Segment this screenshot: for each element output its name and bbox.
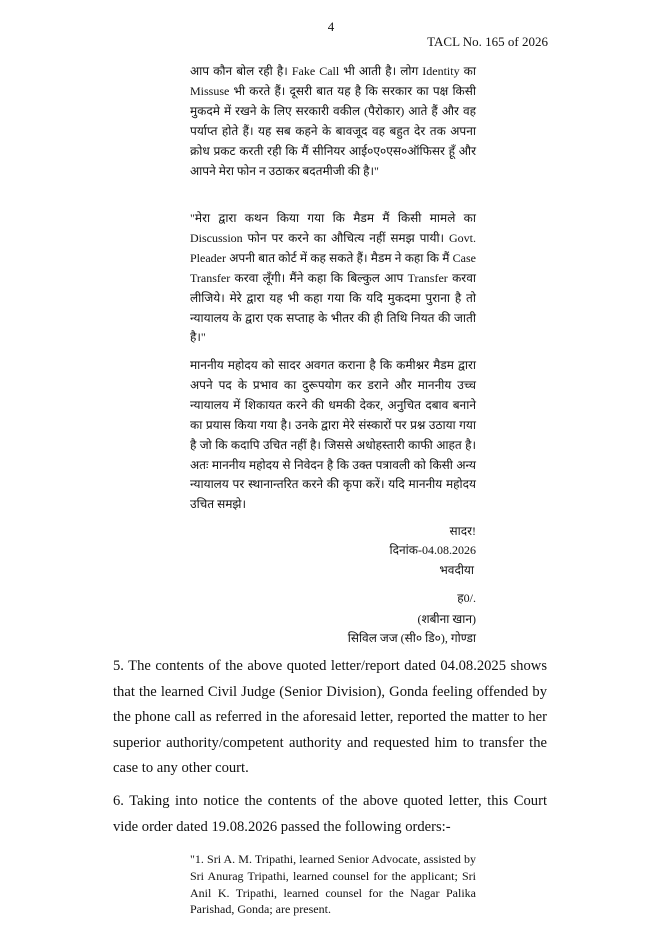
letter-paragraph-2 [190, 209, 476, 348]
page-number: 4 [327, 19, 335, 34]
letter-closing-salutation: सादर! [449, 524, 476, 538]
letter-text: माननीय महोदय को सादर अवगत कराना है कि कमीश्नर मैडम द्वारा अपने पद के प्रभाव का दुरूपयोग कर डराने और माननीय उच्च न्यायालय में शिकायत करने की धमकी देकर, अनुचित दबाव बनाने का प्रयास किया गया है। उनके द्वारा मेरे संस्कारों पर प्रश्न उठाया गया है जो कि कदापि उचित नहीं है। जिससे अधोहस्तारी काफी आहत है। अतः माननीय महोदय से निवेदन है कि उक्त पत्रावली को किसी अन्य न्यायालय पर स्थानान्तरित करने की कृपा करें। यदि माननीय महोदय उचित समझे। [190, 358, 476, 512]
letter-paragraph-3 [190, 356, 476, 515]
order-quote: "1. Sri A. M. Tripathi, learned Senior Advocate, assisted by Sri Anurag Tripathi, learned counsel for the applicant; Sri Anil K. Tripathi, learned counsel for the Nagar Palika Parishad, Gonda; are present. [190, 852, 476, 917]
paragraph-5: 5. The contents of the above quoted letter/report dated 04.08.2025 shows that the learned Civil Judge (Senior Division), Gonda feeling offended by the phone call as referred in the aforesaid letter, reported the matter to her superior authority/competent authority and requested him to transfer the case to any other court. [113, 658, 547, 777]
letter-paragraph-1 [190, 62, 476, 181]
letter-signatory-designation: सिविल जज (सी० डि०), गोण्डा [347, 631, 476, 645]
letter-text: आप कौन बोल रही है। Fake Call भी आती है। लोग Identity का Missuse भी करते हैं। दूसरी बात यह है कि सरकार का पक्ष किसी मुकदमे में रखने के लिए सरकारी वकील (पैरोकार) आते हैं और वह पर्याप्त होते हैं। यह सब कहने के बावजूद वह बहुत देर तक अपना क्रोध प्रकट करती रही कि मैं सीनियर आई०ए०एस०ऑफिसर हूँ और आपने मेरा फोन न उठाकर बदतमीजी की है।" [190, 64, 476, 178]
case-number: TACL No. 165 of 2026 [427, 34, 548, 49]
letter-date: दिनांक-04.08.2026 [389, 543, 476, 557]
letter-signed-mark: ह0/. [457, 591, 476, 605]
letter-signatory-name: (शबीना खान) [417, 612, 476, 626]
paragraph-6: 6. Taking into notice the contents of the above quoted letter, this Court vide order dated 19.08.2026 passed the following orders:- [113, 793, 547, 835]
letter-text: "मेरा द्वारा कथन किया गया कि मैडम मैं किसी मामले का Discussion फोन पर करने का औचित्य नहीं समझ पायी। Govt. Pleader अपनी बात कोर्ट में कह सकते हैं। मैडम ने कहा कि मैं Case Transfer करवा लूँगी। मैंने कहा कि बिल्कुल आप Transfer करवा लीजिये। मेरे द्वारा यह भी कहा गया कि यदि मुकदमा पुराना है तो न्यायालय के द्वारा एक सप्ताह के भीतर की ही तिथि नियत की जाती है।" [190, 211, 476, 345]
letter-closing-yours: भवदीया [439, 563, 474, 577]
